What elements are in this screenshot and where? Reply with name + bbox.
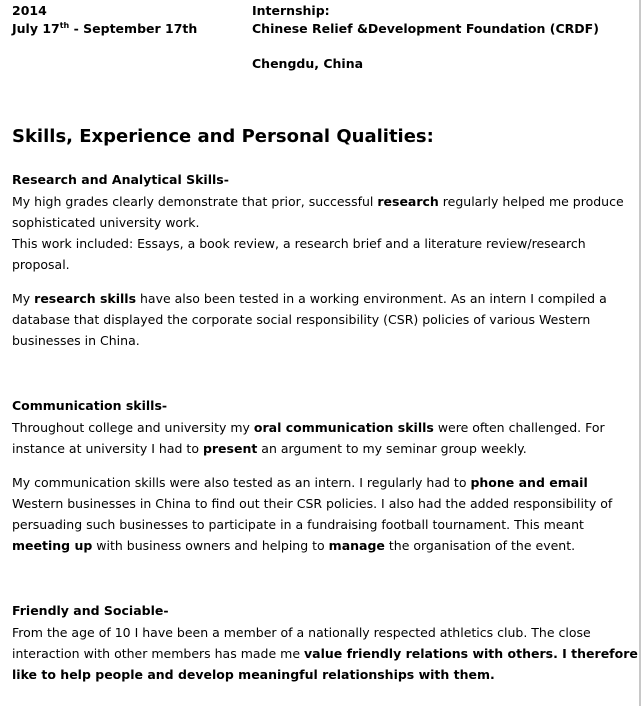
bold-run: phone and email — [470, 475, 588, 490]
text-run: the organisation of the event. — [384, 538, 576, 553]
header-role-column — [252, 2, 632, 73]
text-run: an argument to my seminar group weekly. — [257, 441, 527, 456]
header-date-column — [12, 2, 242, 38]
research-p2-line1: This work included: Essays, a book review, a research brief and a literature review/research — [12, 236, 586, 251]
research-p1-line1 — [12, 191, 630, 212]
research-heading: Research and Analytical Skills- — [12, 172, 229, 187]
communication-block — [12, 395, 630, 556]
section-gap — [12, 351, 630, 395]
header-year: 2014 — [12, 3, 47, 18]
research-block — [12, 169, 630, 351]
text-run: My high grades clearly demonstrate that prior, successful — [12, 194, 378, 209]
communication-p2-line4 — [12, 535, 630, 556]
research-p1-line2: sophisticated university work. — [12, 215, 200, 230]
header-role: Internship: — [252, 3, 330, 18]
text-run: My — [12, 291, 35, 306]
header-location: Chengdu, China — [252, 56, 364, 71]
section-gap — [12, 556, 630, 600]
bold-run: manage — [328, 538, 385, 553]
communication-p1-line1 — [12, 417, 630, 438]
paragraph-gap — [12, 275, 630, 288]
bold-run: oral communication skills — [253, 420, 434, 435]
text-run: with business owners and helping to — [92, 538, 329, 553]
text-run: Throughout college and university my — [12, 420, 254, 435]
bold-run: research — [377, 194, 439, 209]
text-run: instance at university I had to — [12, 441, 203, 456]
header-dates-start: July 17 — [12, 21, 60, 36]
friendly-line1: From the age of 10 I have been a member of a nationally respected athletics club. The close — [12, 625, 591, 640]
research-p2-line2: proposal. — [12, 257, 70, 272]
header-organization: Chinese Relief &Development Foundation (CRDF) — [252, 21, 599, 36]
text-run: have also been tested in a working environment. As an intern I compiled a — [136, 291, 607, 306]
friendly-line2 — [12, 643, 638, 664]
text-run: interaction with other members has made me — [12, 646, 304, 661]
communication-p2-line3: persuading such businesses to participate in a fundraising football tournament. This meant — [12, 517, 584, 532]
bold-run: meeting up — [12, 538, 93, 553]
text-run: My communication skills were also tested as an intern. I regularly had to — [12, 475, 471, 490]
research-p3-line1 — [12, 288, 630, 309]
header-dates — [12, 20, 242, 38]
communication-p2-line1 — [12, 472, 630, 493]
text-run: were often challenged. For — [433, 420, 605, 435]
paragraph-gap — [12, 459, 630, 472]
communication-p2-line2: Western businesses in China to find out their CSR policies. I also had the added responsibility of — [12, 496, 613, 511]
bold-run: research skills — [34, 291, 137, 306]
friendly-block — [12, 600, 638, 685]
header-dates-end: - September 17th — [69, 21, 198, 36]
bold-run: present — [202, 441, 258, 456]
friendly-line3: like to help people and develop meaningful relationships with them. — [12, 667, 495, 682]
header-dates-superscript: th — [59, 20, 70, 30]
skills-section — [12, 125, 638, 685]
bold-run: value friendly relations with others. I therefore — [303, 646, 638, 661]
communication-heading: Communication skills- — [12, 398, 168, 413]
friendly-heading: Friendly and Sociable- — [12, 603, 169, 618]
research-p3-line2: database that displayed the corporate social responsibility (CSR) policies of various Western — [12, 312, 591, 327]
communication-p1-line2 — [12, 438, 630, 459]
research-p3-line3: businesses in China. — [12, 333, 140, 348]
text-run: regularly helped me produce — [438, 194, 624, 209]
section-title: Skills, Experience and Personal Qualities: — [12, 126, 434, 147]
